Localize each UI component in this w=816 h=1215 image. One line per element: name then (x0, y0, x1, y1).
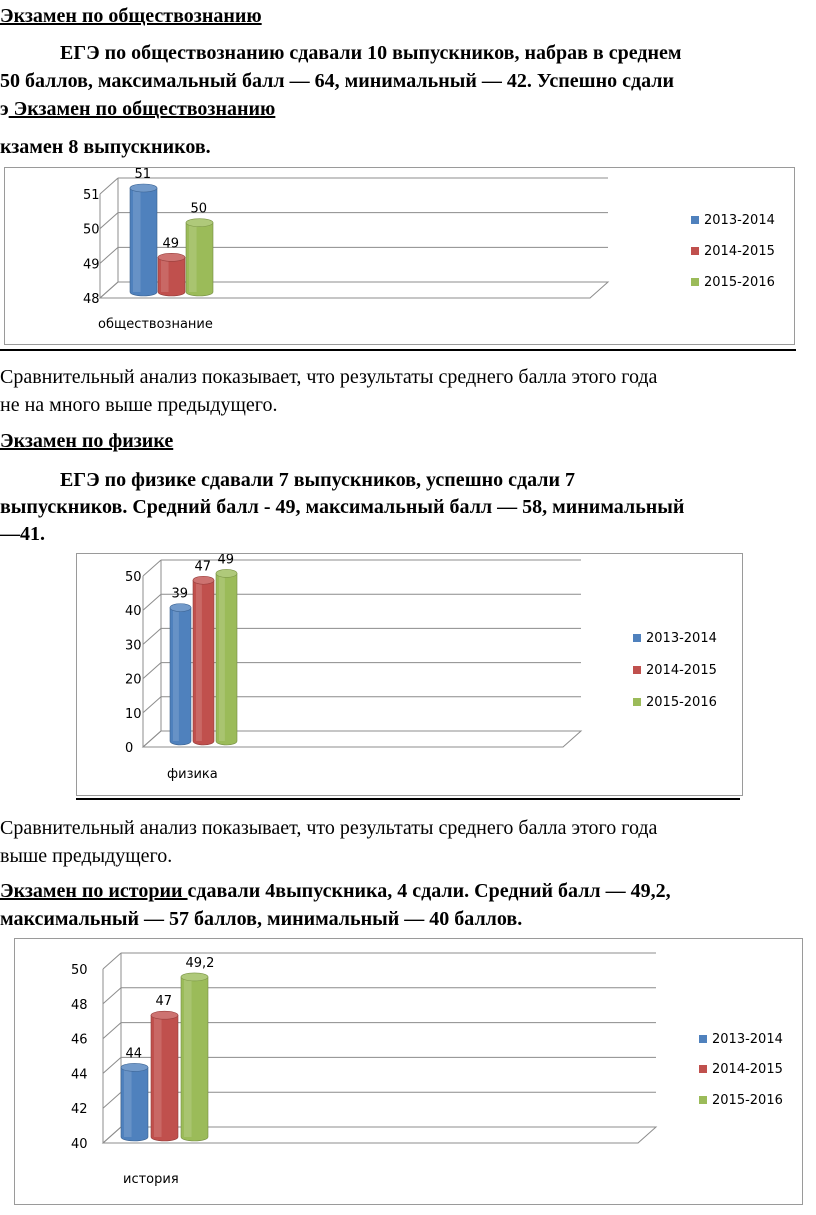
y-tick-label: 48 (71, 997, 88, 1013)
bar-top (216, 569, 237, 577)
gridline-depth (100, 178, 118, 194)
gridline-depth (103, 1057, 121, 1073)
social-analysis-line2: не на много выше предыдущего. (0, 394, 278, 416)
y-tick-label: 44 (71, 1067, 88, 1083)
physics-analysis-line2: выше предыдущего. (0, 845, 173, 867)
chart-social (4, 167, 795, 345)
y-tick-label: 46 (71, 1032, 88, 1048)
y-tick-label: 50 (71, 963, 88, 978)
y-tick-label: 10 (125, 706, 142, 722)
physics-heading: Экзамен по физике (0, 430, 174, 452)
social-para-line4: кзамен 8 выпускников. (0, 136, 211, 158)
gridline-depth (143, 663, 161, 679)
y-tick-label: 50 (83, 222, 100, 238)
legend-label: 2013-2014 (704, 213, 775, 228)
gridline-depth (143, 697, 161, 713)
x-category-label: физика (167, 767, 218, 782)
bar-highlight (124, 1069, 132, 1137)
legend-label: 2015-2016 (712, 1093, 783, 1108)
legend-swatch (633, 666, 641, 674)
social-overlap-heading: Экзамен по обществознанию (8, 98, 276, 120)
legend-label: 2015-2016 (704, 275, 775, 290)
bar-top (130, 184, 157, 192)
physics-analysis-line1: Сравнительный анализ показывает, что результаты среднего балла этого года (0, 817, 658, 839)
y-tick-label: 42 (71, 1102, 88, 1118)
legend-swatch (633, 698, 641, 706)
bar-highlight (219, 575, 225, 741)
y-tick-label: 20 (125, 672, 142, 688)
legend-label: 2013-2014 (646, 631, 717, 646)
bar-top (186, 219, 213, 227)
y-tick-label: 50 (125, 570, 142, 585)
history-para-line2: максимальный — 57 баллов, минимальный — 40 баллов. (0, 908, 523, 930)
y-tick-label: 48 (83, 292, 100, 307)
data-label: 51 (134, 168, 152, 182)
bar-highlight (184, 979, 192, 1137)
bar-top (151, 1011, 178, 1019)
physics-para-line1: ЕГЭ по физике сдавали 7 выпускников, успешно сдали 7 (60, 469, 576, 491)
data-label: 50 (190, 201, 208, 217)
divider (76, 798, 740, 800)
legend-swatch (633, 634, 641, 642)
legend-swatch (691, 247, 699, 255)
bar-highlight (133, 190, 141, 292)
legend-swatch (699, 1035, 707, 1043)
y-tick-label: 0 (125, 741, 134, 756)
bar-highlight (173, 610, 179, 741)
gridline-depth (103, 1092, 121, 1108)
y-tick-label: 51 (83, 188, 100, 203)
gridline-depth (143, 594, 161, 610)
gridline-depth (103, 953, 121, 969)
data-label: 49,2 (185, 955, 215, 971)
gridline-depth (143, 628, 161, 644)
history-para-line1-rest: сдавали 4выпускника, 4 сдали. Средний балл — 49,2, (187, 880, 671, 902)
social-para-line2: 50 баллов, максимальный балл — 64, минимальный — 42. Успешно сдали (0, 70, 675, 92)
chart-physics (76, 553, 743, 796)
data-label: 44 (125, 1046, 143, 1062)
y-tick-label: 30 (125, 638, 142, 654)
chart-history-svg (15, 939, 802, 1204)
physics-para-line2: выпускников. Средний балл - 49, максимальный балл — 58, минимальный (0, 496, 685, 518)
legend-label: 2014-2015 (704, 244, 775, 259)
chart-physics-svg (77, 554, 742, 795)
legend-swatch (699, 1065, 707, 1073)
bar-highlight (189, 225, 197, 292)
bar-top (158, 253, 185, 261)
gridline-depth (103, 1023, 121, 1039)
y-tick-label: 40 (71, 1137, 88, 1152)
bar-top (170, 604, 191, 612)
data-label: 49 (162, 236, 180, 252)
legend-label: 2013-2014 (712, 1032, 783, 1047)
bar-top (121, 1063, 148, 1071)
legend-label: 2015-2016 (646, 695, 717, 710)
gridline-depth (100, 247, 118, 263)
data-label: 47 (194, 559, 212, 575)
bar-highlight (154, 1017, 162, 1137)
chart-history (14, 938, 803, 1205)
x-category-label: история (123, 1172, 179, 1187)
social-heading: Экзамен по обществознанию (0, 5, 262, 27)
legend-swatch (699, 1096, 707, 1104)
x-category-label: обществознание (98, 317, 213, 332)
chart-social-svg (5, 168, 794, 344)
data-label: 47 (155, 994, 173, 1010)
bar-top (181, 973, 208, 981)
social-analysis-line1: Сравнительный анализ показывает, что результаты среднего балла этого года (0, 366, 658, 388)
y-tick-label: 49 (83, 257, 100, 273)
legend-swatch (691, 278, 699, 286)
gridline-depth (100, 213, 118, 229)
divider (0, 349, 796, 351)
legend-label: 2014-2015 (646, 663, 717, 678)
bar-highlight (161, 259, 169, 292)
gridline-depth (103, 988, 121, 1004)
physics-para-line3: —41. (0, 523, 45, 545)
legend-swatch (691, 216, 699, 224)
bar-top (193, 576, 214, 584)
history-heading: Экзамен по истории (0, 880, 188, 902)
bar-highlight (196, 582, 202, 741)
social-para-line1: ЕГЭ по обществознанию сдавали 10 выпускников, набрав в среднем (60, 42, 682, 64)
history-para-line1 (0, 877, 671, 905)
social-para-line3 (0, 95, 275, 123)
data-label: 39 (171, 586, 189, 602)
y-tick-label: 40 (125, 604, 142, 620)
data-label: 49 (217, 554, 235, 568)
social-para-line3-prefix: э (0, 98, 9, 120)
legend-label: 2014-2015 (712, 1062, 783, 1077)
gridline-depth (143, 560, 161, 576)
